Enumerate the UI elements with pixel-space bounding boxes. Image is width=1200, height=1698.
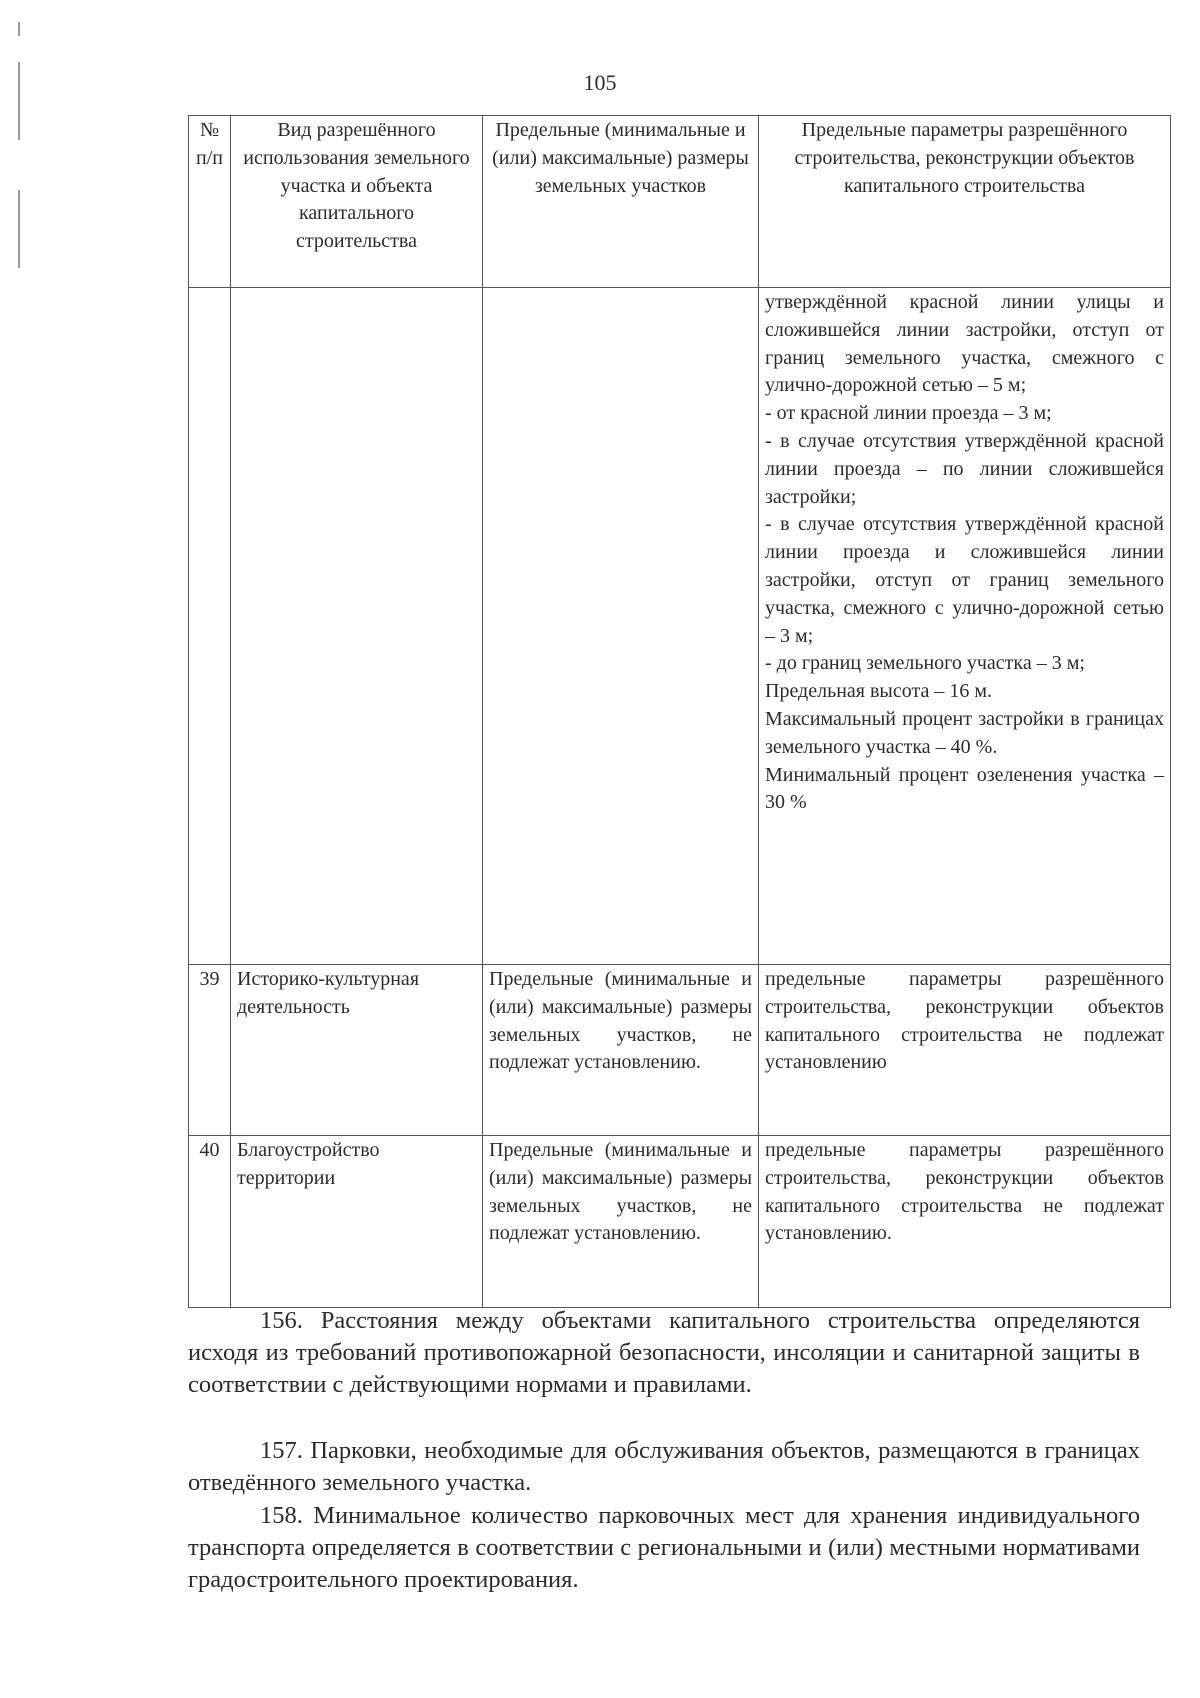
continuation-num-cell bbox=[189, 288, 231, 965]
continuation-line: Предельная высота – 16 м. bbox=[765, 680, 993, 703]
row-num: 39 bbox=[189, 965, 231, 1136]
scan-margin-mark bbox=[18, 190, 20, 268]
continuation-build-params-cell bbox=[759, 288, 1171, 965]
table-row bbox=[189, 965, 1171, 1136]
row-num: 40 bbox=[189, 1136, 231, 1308]
continuation-plot-sizes-cell bbox=[483, 288, 759, 965]
header-plot-sizes: Предельные (минимальные и (или) максимальные) размеры земельных участков bbox=[483, 116, 759, 288]
land-use-table bbox=[188, 115, 1171, 1308]
table-row bbox=[189, 1136, 1171, 1308]
table-header-row bbox=[189, 116, 1171, 288]
continuation-use-type-cell bbox=[231, 288, 483, 965]
scan-margin-mark bbox=[18, 22, 20, 36]
table-row-continuation bbox=[189, 288, 1171, 965]
paragraph-156 bbox=[188, 1305, 1140, 1401]
row-plot-sizes: Предельные (минимальные и (или) максимальные) размеры земельных участков, не подлежат установлению. bbox=[483, 965, 759, 1136]
row-use-type: Историко-культурная деятельность bbox=[231, 965, 483, 1136]
paragraph-text: 158. Минимальное количество парковочных мест для хранения индивидуального транспорта определяется в соответствии с региональными и (или) местными нормативами градостроительного проектирования. bbox=[188, 1502, 1140, 1593]
continuation-line: - до границ земельного участка – 3 м; bbox=[765, 652, 1085, 675]
row-build-params: предельные параметры разрешённого строительства, реконструкции объектов капитального строительства не подлежат установлению bbox=[759, 965, 1171, 1136]
continuation-line: - в случае отсутствия утверждённой красной линии проезда – по линии сложившейся застройки; bbox=[765, 429, 1164, 508]
paragraph-text: 156. Расстояния между объектами капитального строительства определяются исходя из требований противопожарной безопасности, инсоляции и санитарной защиты в соответствии с действующими нормами и правилами. bbox=[188, 1307, 1140, 1398]
paragraph-text: 157. Парковки, необходимые для обслуживания объектов, размещаются в границах отведённого земельного участка. bbox=[188, 1437, 1140, 1496]
paragraph-158 bbox=[188, 1500, 1140, 1596]
row-build-params: предельные параметры разрешённого строительства, реконструкции объектов капитального строительства не подлежат установлению. bbox=[759, 1136, 1171, 1308]
header-num: № п/п bbox=[189, 116, 231, 288]
row-use-type: Благоустройство территории bbox=[231, 1136, 483, 1308]
continuation-line: - от красной линии проезда – 3 м; bbox=[765, 402, 1052, 425]
row-plot-sizes: Предельные (минимальные и (или) максимальные) размеры земельных участков, не подлежат установлению. bbox=[483, 1136, 759, 1308]
paragraph-157 bbox=[188, 1435, 1140, 1499]
header-use-type: Вид разрешённого использования земельного участка и объекта капитального строительства bbox=[231, 116, 483, 288]
continuation-line: - в случае отсутствия утверждённой красной линии проезда и сложившейся линии застройки, отступ от границ земельного участка, смежного с улично-дорожной сетью – 3 м; bbox=[765, 513, 1164, 647]
continuation-line: утверждённой красной линии улицы и сложившейся линии застройки, отступ от границ земельного участка, смежного с улично-дорожной сетью – 5 м; bbox=[765, 291, 1164, 397]
continuation-line: Минимальный процент озеленения участка – 30 % bbox=[765, 763, 1164, 814]
page-number: 105 bbox=[583, 70, 617, 95]
header-build-params: Предельные параметры разрешённого строительства, реконструкции объектов капитального строительства bbox=[759, 116, 1171, 288]
continuation-line: Максимальный процент застройки в границах земельного участка – 40 %. bbox=[765, 707, 1164, 758]
